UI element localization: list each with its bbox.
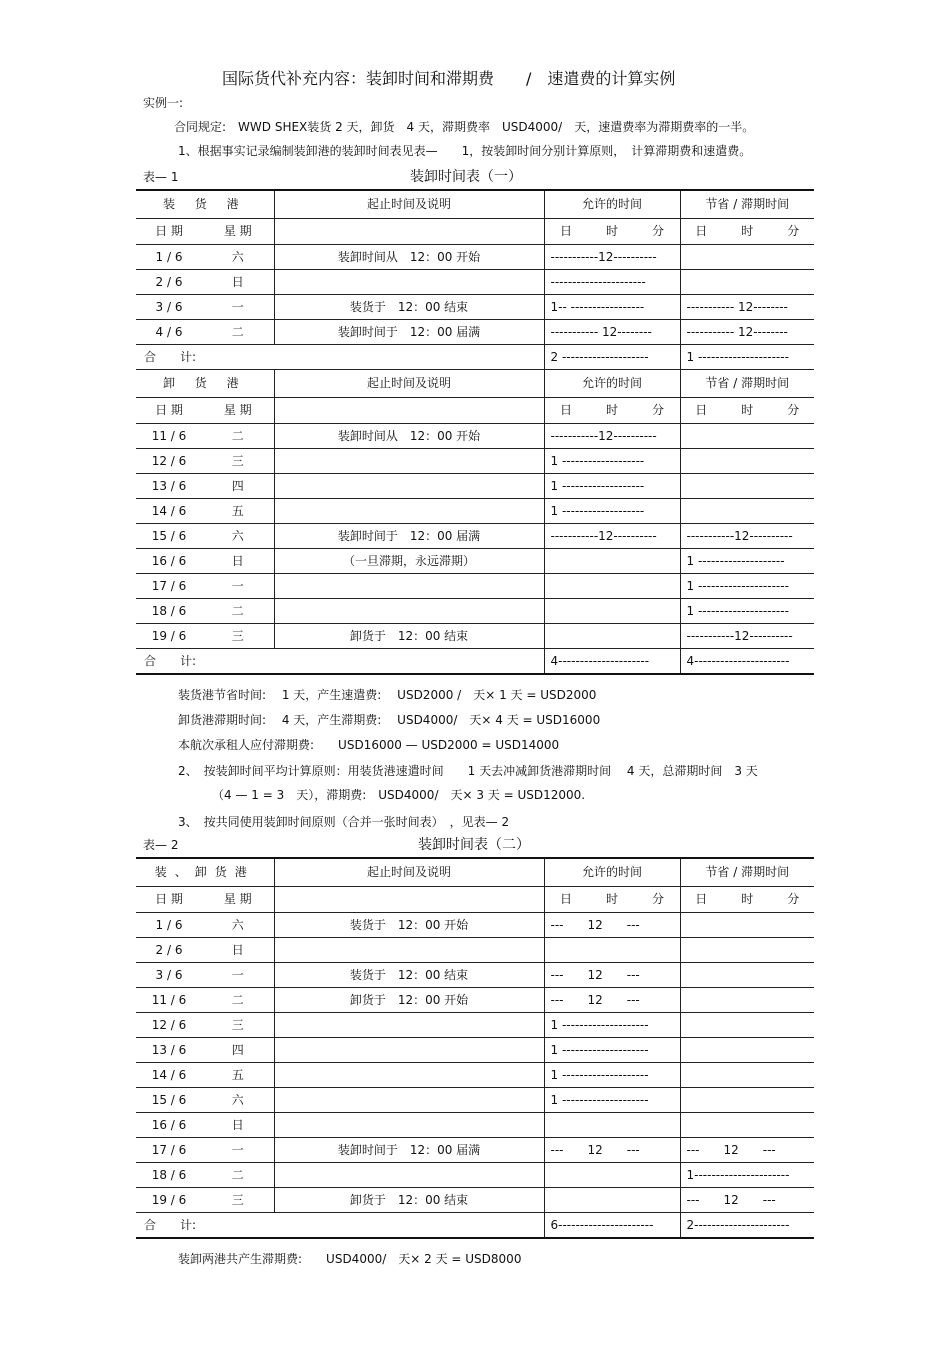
- desc-cell: 卸货于 12：00 结束: [274, 623, 544, 648]
- header-row: [136, 858, 814, 886]
- total-label: 合 计:: [136, 648, 544, 674]
- table-row: [136, 448, 814, 473]
- saved-cell: ----------- 12--------: [680, 319, 814, 344]
- calc-line-1: 装货港节省时间: 1 天，产生速遣费: USD2000 / 天× 1 天 = USD2000: [178, 688, 597, 702]
- saved-cell: 1 ---------------------: [680, 598, 814, 623]
- total-allowed: 2 --------------------: [544, 344, 680, 369]
- weekday-cell: 二: [202, 598, 274, 623]
- allowed-cell: ----------- 12--------: [544, 319, 680, 344]
- weekday-cell: 四: [202, 1037, 274, 1062]
- weekday-cell: 六: [202, 912, 274, 937]
- allowed-header: 允许的时间: [544, 190, 680, 218]
- desc-cell: [274, 1087, 544, 1112]
- date-cell: 11 / 6: [136, 423, 202, 448]
- saved-cell: --- 12 ---: [680, 1137, 814, 1162]
- allowed-cell: 1 --------------------: [544, 1062, 680, 1087]
- allowed-cell: ----------------------: [544, 269, 680, 294]
- saved-header: 节省 / 滞期时间: [680, 190, 814, 218]
- day-sub: 日: [559, 892, 572, 906]
- weekday-cell: 日: [202, 548, 274, 573]
- total-label: 合 计:: [136, 1212, 544, 1238]
- date-cell: 2 / 6: [136, 937, 202, 962]
- table-row: [136, 1187, 814, 1212]
- weekday-cell: 一: [202, 1137, 274, 1162]
- date-cell: 17 / 6: [136, 1137, 202, 1162]
- table-row: [136, 1162, 814, 1187]
- allowed-cell: 1 -------------------: [544, 498, 680, 523]
- saved-cell: [680, 962, 814, 987]
- header-row: [136, 369, 814, 397]
- date-cell: 4 / 6: [136, 319, 202, 344]
- desc-cell: （一旦滞期，永远滞期）: [274, 548, 544, 573]
- date-cell: 3 / 6: [136, 294, 202, 319]
- hour-sub: 时: [741, 224, 754, 238]
- date-cell: 14 / 6: [136, 498, 202, 523]
- desc-cell: 卸货于 12：00 开始: [274, 987, 544, 1012]
- date-cell: 19 / 6: [136, 623, 202, 648]
- date-cell: 12 / 6: [136, 1012, 202, 1037]
- saved-cell: [680, 423, 814, 448]
- weekday-cell: 二: [202, 423, 274, 448]
- final-result: 装卸两港共产生滞期费: USD4000/ 天× 2 天 = USD8000: [178, 1252, 522, 1266]
- saved-dhm: [680, 886, 814, 912]
- date-cell: 15 / 6: [136, 523, 202, 548]
- subheader-row: [136, 886, 814, 912]
- weekday-cell: 日: [202, 1112, 274, 1137]
- allowed-cell: 1 --------------------: [544, 1037, 680, 1062]
- date-cell: 16 / 6: [136, 548, 202, 573]
- desc-cell: 装卸时间从 12：00 开始: [274, 244, 544, 269]
- table-row: [136, 598, 814, 623]
- desc-cell: [274, 1062, 544, 1087]
- desc-cell: [274, 1112, 544, 1137]
- date-cell: 12 / 6: [136, 448, 202, 473]
- allowed-cell: --- 12 ---: [544, 962, 680, 987]
- total-row: [136, 648, 814, 674]
- date-cell: 14 / 6: [136, 1062, 202, 1087]
- weekday-cell: 日: [202, 937, 274, 962]
- saved-cell: [680, 473, 814, 498]
- allowed-cell: 1 -------------------: [544, 448, 680, 473]
- allowed-cell: [544, 937, 680, 962]
- allowed-cell: [544, 1162, 680, 1187]
- date-subheader: 日 期: [136, 886, 202, 912]
- subheader-row: [136, 397, 814, 423]
- step-1-text: 1、根据事实记录编制装卸港的装卸时间表见表— 1，按装卸时间分别计算原则， 计算滞期费和速遣费。: [178, 144, 752, 158]
- table-row: [136, 987, 814, 1012]
- week-subheader: 星 期: [202, 218, 274, 244]
- desc-cell: 装卸时间于 12：00 届满: [274, 523, 544, 548]
- saved-cell: -----------12----------: [680, 623, 814, 648]
- hour-sub: 时: [606, 892, 619, 906]
- table-row: [136, 548, 814, 573]
- saved-cell: --- 12 ---: [680, 1187, 814, 1212]
- date-cell: 11 / 6: [136, 987, 202, 1012]
- allowed-cell: -----------12----------: [544, 423, 680, 448]
- laytime-table-2: [136, 857, 814, 1239]
- table-row: [136, 269, 814, 294]
- table-row: [136, 623, 814, 648]
- table-row: [136, 423, 814, 448]
- allowed-cell: 1 --------------------: [544, 1087, 680, 1112]
- desc-cell: 装卸时间于 12：00 届满: [274, 319, 544, 344]
- table-row: [136, 1037, 814, 1062]
- date-cell: 18 / 6: [136, 1162, 202, 1187]
- minute-sub: 分: [787, 892, 800, 906]
- weekday-cell: 六: [202, 1087, 274, 1112]
- weekday-cell: 六: [202, 244, 274, 269]
- allowed-dhm: [544, 397, 680, 423]
- saved-cell: [680, 1112, 814, 1137]
- week-subheader: 星 期: [202, 886, 274, 912]
- allowed-cell: [544, 573, 680, 598]
- saved-cell: ----------- 12--------: [680, 294, 814, 319]
- port-header: 装 货 港: [136, 190, 274, 218]
- weekday-cell: 一: [202, 294, 274, 319]
- weekday-cell: 二: [202, 319, 274, 344]
- total-row: [136, 344, 814, 369]
- port-header: 装、卸货港: [136, 858, 274, 886]
- desc-cell: [274, 269, 544, 294]
- allowed-cell: [544, 598, 680, 623]
- allowed-cell: 1 -------------------: [544, 473, 680, 498]
- table-2-caption: 装卸时间表（二）: [418, 837, 530, 853]
- minute-sub: 分: [652, 224, 665, 238]
- hour-sub: 时: [741, 403, 754, 417]
- table-row: [136, 962, 814, 987]
- table-row: [136, 523, 814, 548]
- day-sub: 日: [559, 224, 572, 238]
- saved-cell: [680, 1037, 814, 1062]
- desc-cell: 装卸时间于 12：00 届满: [274, 1137, 544, 1162]
- day-sub: 日: [695, 892, 708, 906]
- weekday-cell: 三: [202, 1012, 274, 1037]
- allowed-cell: [544, 1112, 680, 1137]
- allowed-cell: [544, 623, 680, 648]
- step-3-text: 3、 按共同使用装卸时间原则（合并一张时间表） ，见表— 2: [178, 815, 510, 829]
- total-saved: 1 ---------------------: [680, 344, 814, 369]
- allowed-cell: [544, 1187, 680, 1212]
- saved-cell: [680, 448, 814, 473]
- header-row: [136, 190, 814, 218]
- table-row: [136, 1087, 814, 1112]
- total-allowed: 4---------------------: [544, 648, 680, 674]
- calc-line-2: 卸货港滞期时间: 4 天，产生滞期费: USD4000/ 天× 4 天 = USD16000: [178, 713, 601, 727]
- weekday-cell: 四: [202, 473, 274, 498]
- allowed-cell: 1 --------------------: [544, 1012, 680, 1037]
- desc-cell: 装货于 12：00 结束: [274, 294, 544, 319]
- allowed-dhm: [544, 218, 680, 244]
- desc-cell: 装货于 12：00 结束: [274, 962, 544, 987]
- saved-cell: [680, 1012, 814, 1037]
- desc-cell: [274, 598, 544, 623]
- saved-cell: [680, 1062, 814, 1087]
- desc-cell: [274, 448, 544, 473]
- table-row: [136, 573, 814, 598]
- minute-sub: 分: [652, 892, 665, 906]
- date-cell: 18 / 6: [136, 598, 202, 623]
- subheader-row: [136, 218, 814, 244]
- allowed-cell: -----------12----------: [544, 244, 680, 269]
- saved-header: 节省 / 滞期时间: [680, 369, 814, 397]
- port-header: 卸 货 港: [136, 369, 274, 397]
- total-row: [136, 1212, 814, 1238]
- table-row: [136, 1137, 814, 1162]
- total-saved: 4----------------------: [680, 648, 814, 674]
- saved-cell: [680, 937, 814, 962]
- example-label: 实例一:: [143, 96, 184, 110]
- desc-header: 起止时间及说明: [274, 858, 544, 886]
- table-row: [136, 1112, 814, 1137]
- total-saved: 2----------------------: [680, 1212, 814, 1238]
- date-cell: 3 / 6: [136, 962, 202, 987]
- weekday-cell: 六: [202, 523, 274, 548]
- allowed-header: 允许的时间: [544, 858, 680, 886]
- weekday-cell: 二: [202, 1162, 274, 1187]
- date-cell: 1 / 6: [136, 244, 202, 269]
- desc-cell: 装卸时间从 12：00 开始: [274, 423, 544, 448]
- table-row: [136, 1062, 814, 1087]
- page-title: 国际货代补充内容：装卸时间和滞期费 / 速遣费的计算实例: [222, 69, 676, 88]
- saved-cell: -----------12----------: [680, 523, 814, 548]
- saved-header: 节省 / 滞期时间: [680, 858, 814, 886]
- table-row: [136, 912, 814, 937]
- table-row: [136, 244, 814, 269]
- desc-cell: 卸货于 12：00 结束: [274, 1187, 544, 1212]
- saved-dhm: [680, 218, 814, 244]
- date-cell: 13 / 6: [136, 1037, 202, 1062]
- date-cell: 13 / 6: [136, 473, 202, 498]
- minute-sub: 分: [787, 224, 800, 238]
- allowed-cell: --- 12 ---: [544, 987, 680, 1012]
- minute-sub: 分: [652, 403, 665, 417]
- calc-line-3: 本航次承租人应付滞期费: USD16000 — USD2000 = USD14000: [178, 738, 560, 752]
- desc-subheader-empty: [274, 218, 544, 244]
- desc-cell: [274, 573, 544, 598]
- saved-cell: [680, 498, 814, 523]
- hour-sub: 时: [741, 892, 754, 906]
- desc-header: 起止时间及说明: [274, 369, 544, 397]
- desc-cell: [274, 473, 544, 498]
- allowed-cell: --- 12 ---: [544, 912, 680, 937]
- allowed-cell: -----------12----------: [544, 523, 680, 548]
- desc-subheader-empty: [274, 886, 544, 912]
- laytime-table-1: [136, 189, 814, 675]
- allowed-cell: [544, 548, 680, 573]
- total-allowed: 6----------------------: [544, 1212, 680, 1238]
- date-subheader: 日 期: [136, 397, 202, 423]
- weekday-cell: 二: [202, 987, 274, 1012]
- table-1-caption: 装卸时间表（一）: [410, 169, 522, 185]
- table-2-label: 表— 2: [143, 838, 179, 852]
- minute-sub: 分: [787, 403, 800, 417]
- saved-cell: [680, 912, 814, 937]
- day-sub: 日: [559, 403, 572, 417]
- table-row: [136, 498, 814, 523]
- date-cell: 2 / 6: [136, 269, 202, 294]
- date-cell: 15 / 6: [136, 1087, 202, 1112]
- desc-cell: [274, 1037, 544, 1062]
- hour-sub: 时: [606, 224, 619, 238]
- saved-cell: [680, 269, 814, 294]
- date-subheader: 日 期: [136, 218, 202, 244]
- desc-cell: 装货于 12：00 开始: [274, 912, 544, 937]
- desc-cell: [274, 1012, 544, 1037]
- weekday-cell: 五: [202, 1062, 274, 1087]
- day-sub: 日: [695, 403, 708, 417]
- saved-cell: [680, 244, 814, 269]
- saved-cell: [680, 1087, 814, 1112]
- total-label: 合 计:: [136, 344, 544, 369]
- step-2-text: 2、 按装卸时间平均计算原则：用装货港速遣时间 1 天去冲减卸货港滞期时间 4 天，总滞期时间 3 天: [178, 764, 758, 778]
- table-1-label: 表— 1: [143, 170, 179, 184]
- date-cell: 1 / 6: [136, 912, 202, 937]
- weekday-cell: 日: [202, 269, 274, 294]
- hour-sub: 时: [606, 403, 619, 417]
- desc-header: 起止时间及说明: [274, 190, 544, 218]
- allowed-cell: 1-- -----------------: [544, 294, 680, 319]
- saved-dhm: [680, 397, 814, 423]
- weekday-cell: 三: [202, 1187, 274, 1212]
- table-row: [136, 473, 814, 498]
- weekday-cell: 一: [202, 962, 274, 987]
- saved-cell: [680, 987, 814, 1012]
- day-sub: 日: [695, 224, 708, 238]
- table-row: [136, 294, 814, 319]
- weekday-cell: 一: [202, 573, 274, 598]
- allowed-header: 允许的时间: [544, 369, 680, 397]
- allowed-cell: --- 12 ---: [544, 1137, 680, 1162]
- desc-cell: [274, 498, 544, 523]
- saved-cell: 1----------------------: [680, 1162, 814, 1187]
- contract-terms: 合同规定: WWD SHEX装货 2 天，卸货 4 天，滞期费率 USD4000/ 天，速遣费率为滞期费率的一半。: [174, 120, 755, 134]
- step-2-result: （4 — 1 = 3 天），滞期费: USD4000/ 天× 3 天 = USD12000.: [212, 788, 586, 802]
- date-cell: 17 / 6: [136, 573, 202, 598]
- saved-cell: 1 ---------------------: [680, 573, 814, 598]
- desc-cell: [274, 937, 544, 962]
- weekday-cell: 三: [202, 448, 274, 473]
- saved-cell: 1 --------------------: [680, 548, 814, 573]
- desc-subheader-empty: [274, 397, 544, 423]
- date-cell: 16 / 6: [136, 1112, 202, 1137]
- week-subheader: 星 期: [202, 397, 274, 423]
- allowed-dhm: [544, 886, 680, 912]
- weekday-cell: 五: [202, 498, 274, 523]
- table-row: [136, 937, 814, 962]
- table-row: [136, 319, 814, 344]
- table-row: [136, 1012, 814, 1037]
- weekday-cell: 三: [202, 623, 274, 648]
- desc-cell: [274, 1162, 544, 1187]
- date-cell: 19 / 6: [136, 1187, 202, 1212]
